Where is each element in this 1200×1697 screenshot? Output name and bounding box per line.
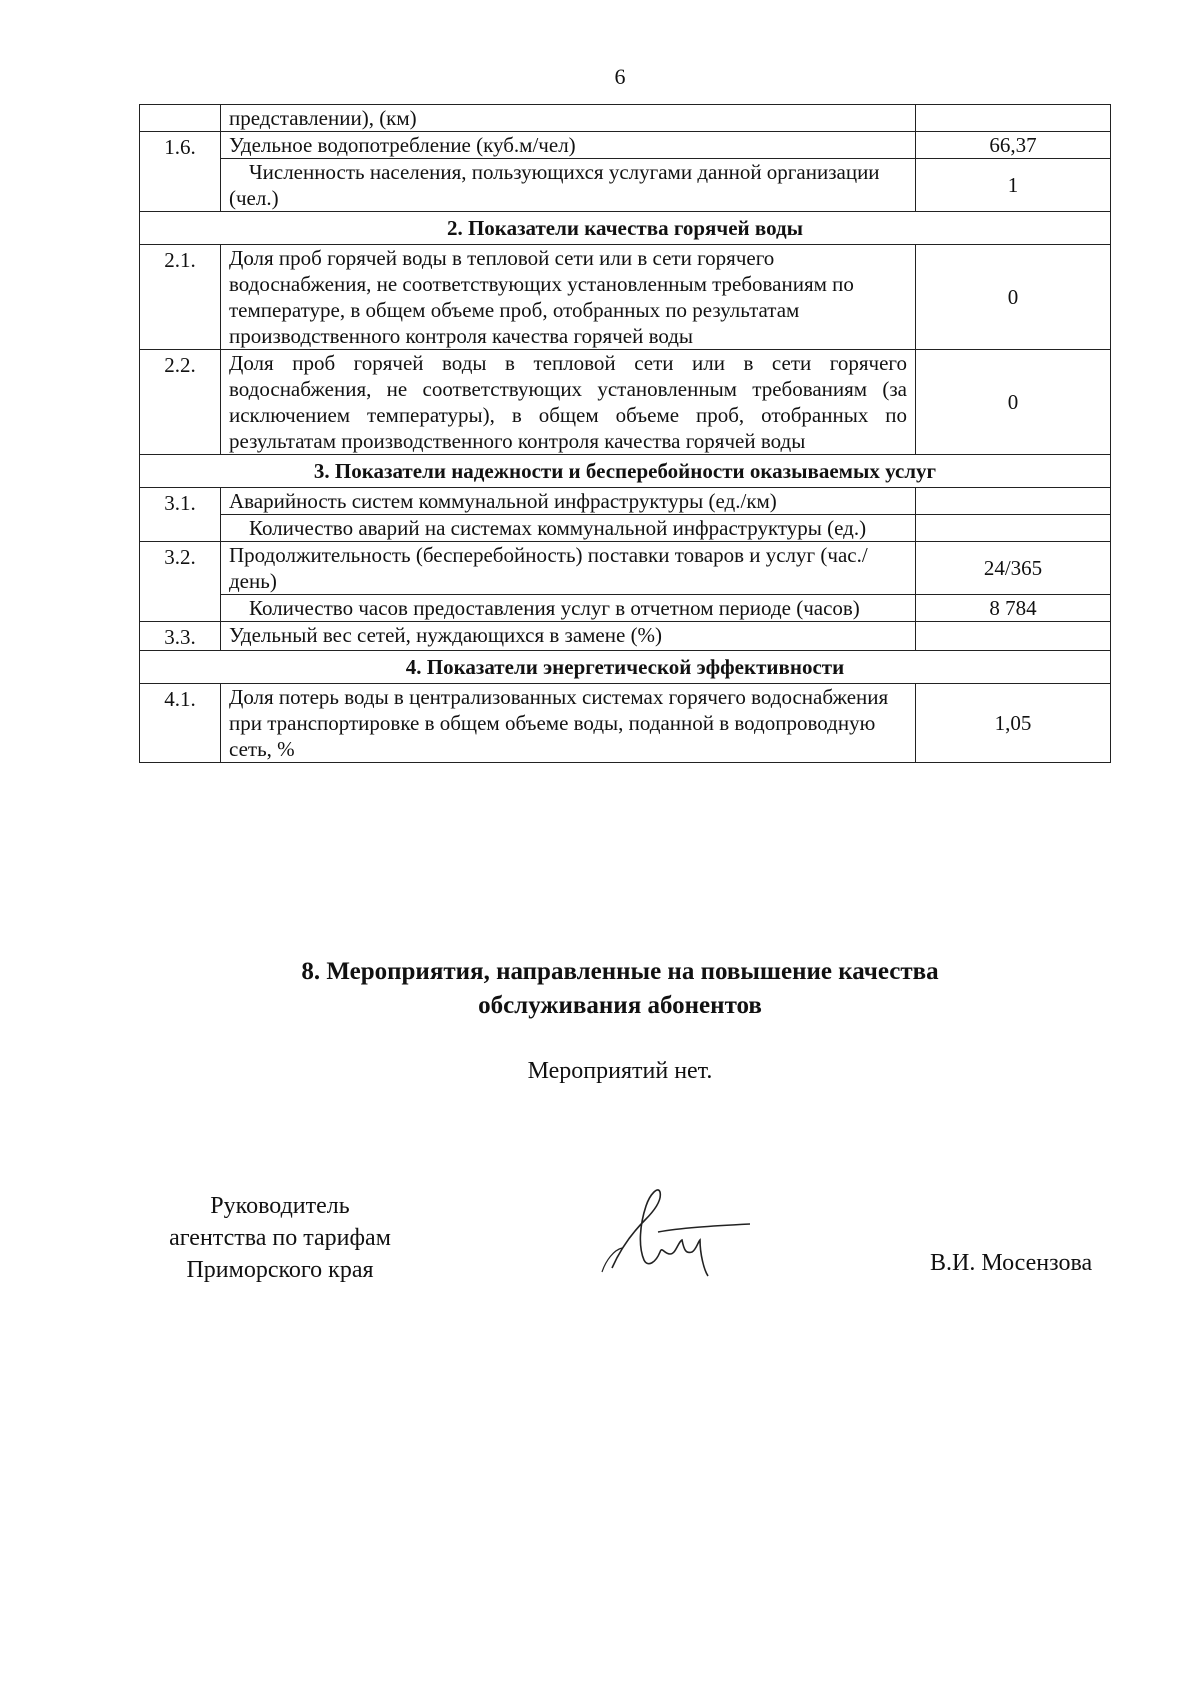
row-description: представлении), (км) — [221, 105, 916, 132]
section-8-heading-line-1: 8. Мероприятия, направленные на повышение качества — [301, 958, 939, 985]
section-title: 4. Показатели энергетической эффективности — [140, 651, 1111, 684]
row-number: 3.2. — [140, 542, 221, 622]
row-description: Численность населения, пользующихся услугами данной организации (чел.) — [221, 159, 916, 212]
row-value: 1 — [916, 159, 1111, 212]
row-value — [916, 622, 1111, 651]
row-description: Аварийность систем коммунальной инфраструктуры (ед./км) — [221, 488, 916, 515]
section-8-heading — [200, 955, 1040, 1023]
row-description: Удельный вес сетей, нуждающихся в замене (%) — [221, 622, 916, 651]
row-description: Количество часов предоставления услуг в отчетном периоде (часов) — [221, 595, 916, 622]
handwritten-signature — [600, 1180, 770, 1280]
signatory-title-line-2: агентства по тарифам — [169, 1225, 391, 1251]
table-row — [140, 245, 1111, 350]
table-row — [140, 350, 1111, 455]
section-row — [140, 455, 1111, 488]
row-value — [916, 488, 1111, 515]
table-row — [140, 542, 1111, 595]
table-row — [140, 684, 1111, 763]
row-value: 66,37 — [916, 132, 1111, 159]
row-description: Доля потерь воды в централизованных системах горячего водоснабжения при транспортировке в общем объеме воды, поданной в водопроводную сеть, % — [221, 684, 916, 763]
signatory-name: В.И. Мосензова — [930, 1250, 1093, 1276]
signatory-title — [120, 1190, 440, 1286]
row-number: 3.3. — [140, 622, 221, 651]
section-8-heading-line-2: обслуживания абонентов — [478, 992, 762, 1019]
row-number: 3.1. — [140, 488, 221, 542]
table-row — [140, 622, 1111, 651]
signatory-title-line-3: Приморского края — [186, 1257, 374, 1283]
row-value: 1,05 — [916, 684, 1111, 763]
row-number: 2.2. — [140, 350, 221, 455]
section-title: 2. Показатели качества горячей воды — [140, 212, 1111, 245]
row-description: Доля проб горячей воды в тепловой сети или в сети горячего водоснабжения, не соответствующих установленным требованиям по температуре, в общем объеме проб, отобранных по результатам производственного контроля качества горячей воды — [221, 245, 916, 350]
section-row — [140, 212, 1111, 245]
table-row — [140, 595, 1111, 622]
row-description: Доля проб горячей воды в тепловой сети или в сети горячего водоснабжения, не соответствующих установленным требованиям (за исключением температуры), в общем объеме проб, отобранных по результатам производственного контроля качества горячей воды — [221, 350, 916, 455]
row-description: Продолжительность (бесперебойность) поставки товаров и услуг (час./день) — [221, 542, 916, 595]
row-description: Количество аварий на системах коммунальной инфраструктуры (ед.) — [221, 515, 916, 542]
row-number: 2.1. — [140, 245, 221, 350]
section-title: 3. Показатели надежности и бесперебойности оказываемых услуг — [140, 455, 1111, 488]
section-8-text: Мероприятий нет. — [527, 1058, 713, 1084]
row-number: 4.1. — [140, 684, 221, 763]
row-value — [916, 105, 1111, 132]
row-number — [140, 105, 221, 132]
row-description: Удельное водопотребление (куб.м/чел) — [221, 132, 916, 159]
table-row — [140, 515, 1111, 542]
table-row — [140, 105, 1111, 132]
row-value: 0 — [916, 245, 1111, 350]
table-row — [140, 132, 1111, 159]
indicators-table-body — [140, 105, 1111, 763]
row-number: 1.6. — [140, 132, 221, 212]
row-value: 8 784 — [916, 595, 1111, 622]
row-value: 24/365 — [916, 542, 1111, 595]
indicators-table — [139, 104, 1111, 763]
page-number: 6 — [614, 64, 626, 89]
row-value — [916, 515, 1111, 542]
signatory-title-line-1: Руководитель — [210, 1193, 350, 1219]
section-row — [140, 651, 1111, 684]
table-row — [140, 159, 1111, 212]
row-value: 0 — [916, 350, 1111, 455]
table-row — [140, 488, 1111, 515]
